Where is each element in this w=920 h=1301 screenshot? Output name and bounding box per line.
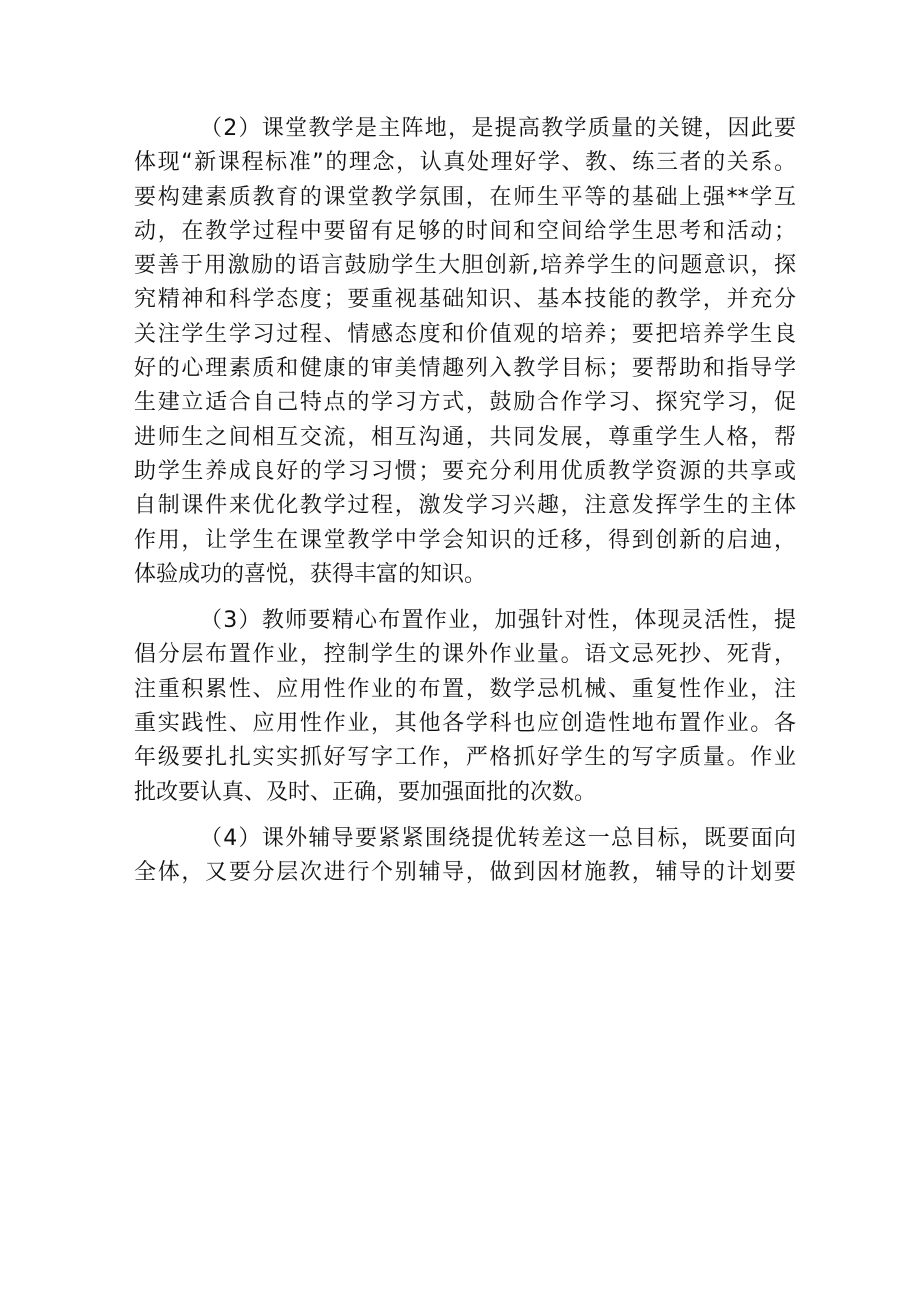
paragraph-classroom-teaching xyxy=(134,112,796,592)
text-line: 进师生之间相互交流，相互沟通，共同发展，尊重学生人格，帮 xyxy=(134,424,796,450)
text-line: 关注学生学习过程、情感态度和价值观的培养；要把培养学生良 xyxy=(134,321,796,347)
text-line: 注重积累性、应用性作业的布置，数学忌机械、重复性作业，注 xyxy=(134,676,796,702)
text-line: （4）课外辅导要紧紧围绕提优转差这一总目标，既要面向 xyxy=(200,825,796,851)
paragraph-tutoring xyxy=(134,822,796,891)
text-line: 作用，让学生在课堂教学中学会知识的迁移，得到创新的启迪， xyxy=(134,527,796,553)
text-line: 要构建素质教育的课堂教学氛围，在师生平等的基础上强**学互 xyxy=(134,184,796,210)
body-text xyxy=(134,112,796,891)
text-line: 助学生养成良好的学习习惯；要充分利用优质教学资源的共享或 xyxy=(134,458,796,484)
text-line: 倡分层布置作业，控制学生的课外作业量。语文忌死抄、死背， xyxy=(134,642,796,668)
text-line: 动，在教学过程中要留有足够的时间和空间给学生思考和活动； xyxy=(134,218,796,244)
text-line: 究精神和科学态度；要重视基础知识、基本技能的教学，并充分 xyxy=(134,287,796,313)
text-line: （3）教师要精心布置作业，加强针对性，体现灵活性，提 xyxy=(200,608,796,634)
text-line: 体验成功的喜悦，获得丰富的知识。 xyxy=(134,561,487,587)
paragraph-homework xyxy=(134,604,796,810)
text-line: 体现“新课程标准”的理念，认真处理好学、教、练三者的关系。 xyxy=(134,150,796,176)
text-line: 年级要扎扎实实抓好写字工作，严格抓好学生的写字质量。作业 xyxy=(134,745,796,771)
text-line: 全体，又要分层次进行个别辅导，做到因材施教，辅导的计划要 xyxy=(134,860,796,886)
text-line: 批改要认真、及时、正确，要加强面批的次数。 xyxy=(134,779,597,805)
text-line: 自制课件来优化教学过程，激发学习兴趣，注意发挥学生的主体 xyxy=(134,493,796,519)
text-line: 重实践性、应用性作业，其他各学科也应创造性地布置作业。各 xyxy=(134,711,796,737)
text-line: 生建立适合自己特点的学习方式，鼓励合作学习、探究学习，促 xyxy=(134,390,796,416)
text-line: 要善于用激励的语言鼓励学生大胆创新,培养学生的问题意识，探 xyxy=(134,253,796,279)
text-line: （2）课堂教学是主阵地，是提高教学质量的关键，因此要 xyxy=(200,116,796,141)
text-line: 好的心理素质和健康的审美情趣列入教学目标；要帮助和指导学 xyxy=(134,356,796,382)
